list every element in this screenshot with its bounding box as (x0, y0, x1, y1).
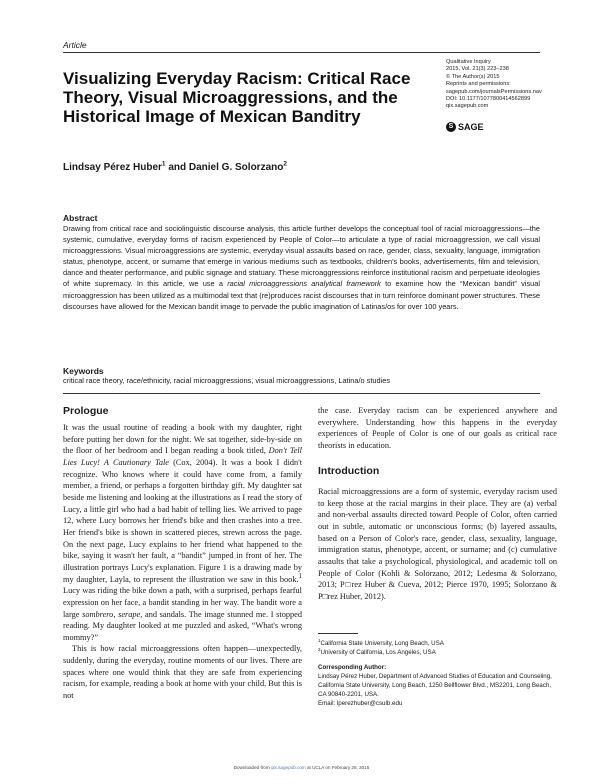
keywords-list: critical race theory, race/ethnicity, racial microaggressions, visual microaggressions, Latina/o studies (63, 376, 391, 385)
author-connector: and (165, 162, 189, 173)
prologue-paragraph: It was the usual routine of reading a book with my daughter, right before putting her down for the night. We sat together, side-by-side on the floor of her bedroom and I began reading a book titled, Don't Tell Lies Lucy! A Cautionary Tale (Cox, 2004). It was a book I didn't recognize. Who knows where it could have come from, a family member, a friend, or perhaps a forgotten birthday gift. My daughter sat beside me listening and looking at the illustrations as I read the story of Lucy, a little girl who had a bad habit of telling lies. We arrived to page 12, where Lucy borrows her friend's bike and then crashes into a tree. Her friend's bike is shown in scattered pieces, strewn across the page. On the next page, Lucy explains to her friend what happened to the bike, saying it wasn't her fault, a “bandit” jumped in front of her. The illustration portrays Lucy's explanation. Figure 1 is a drawing made by my daughter, Layla, to represent the illustration we saw in this book.$^1$ Lucy was riding the bike down a path, with a surprised, perhaps fearful expression on her face, a bandit standing in her way. The bandit wore a large sombrero, serape, and sandals. The image stunned me. I stopped reading. My daughter looked at me puzzled and asked, “What's wrong mommy?” (63, 423, 302, 642)
introduction-body: Racial microaggressions are a form of systemic, everyday racism used to keep those at the racial margins in their place. They are (a) verbal and non-verbal assaults directed toward People of Color, often carried out in subtle, automatic or unconscious forms; (b) layered assaults, based on a Person of Color's race, gender, class, sexuality, language, immigration status, phenotype, accent, or surname; and (c) cumulative assaults that take a psychological, physiological, and academic toll on People of Color (Kohli & Solorzano, 2012; Ledesma & Solorzano, 2013; P□rez Huber & Cueva, 2012; Pierce 1970, 1995; Solorzano & P□rez Huber, 2012). (318, 487, 557, 601)
author-name: Daniel G. Solorzano (188, 162, 284, 173)
sage-logo-icon: S (446, 122, 456, 132)
journal-volume: 2015, Vol. 21(3) 223–238 (446, 66, 509, 73)
corresponding-author-heading: Corresponding Author: (318, 664, 387, 671)
download-site-link[interactable]: qix.sagepub.com (270, 765, 306, 770)
affiliation-marker: 1 (161, 160, 166, 168)
abstract-text: to examine how the “Mexican bandit” visual microaggression has been utilized as a multimodal text that (re)produces racist discourses that in turn reinforce dominant power structures. These discourses have allowed for the Mexican bandit image to pervade the public imagination of Latinas/os for over 100 years. (63, 279, 541, 311)
corresponding-author-email[interactable]: Email: lperezhuber@csulb.edu (318, 700, 403, 707)
section-divider (63, 393, 540, 394)
sage-logo-text: SAGE (458, 122, 484, 132)
copyright-line: © The Author(s) 2015 (446, 73, 500, 80)
top-divider (63, 52, 540, 53)
article-title: Visualizing Everyday Racism: Critical Race Theory, Visual Microaggressions, and the Historical Image of Mexican Banditry (63, 69, 411, 126)
abstract-italic-term: racial microaggressions analytical framework (227, 279, 381, 289)
abstract-body (63, 223, 540, 312)
affiliation-marker: 2 (283, 160, 287, 168)
abstract-heading: Abstract (63, 213, 98, 223)
book-title: Don't Tell Lies Lucy! A Cautionary Tale (63, 446, 302, 467)
doi-link[interactable]: DOI: 10.1177/1077800414562899 (446, 96, 531, 103)
journal-name: Qualitative Inquiry (446, 59, 491, 65)
footnotes-block (318, 633, 557, 708)
prologue-paragraph: This is how racial microaggressions often happen—unexpectedly, suddenly, during the everyday, routine moments of our lives. There are spaces where one would think that they are safe from experiencing racism, for example, reading a book at home with your child. But this is not (63, 644, 302, 701)
download-notice: Downloaded from qix.sagepub.com at UCLA on February 28, 2015 (233, 765, 370, 770)
affiliation-1: $^1$California State University, Long Beach, USA (318, 637, 444, 647)
keywords-heading: Keywords (63, 366, 104, 376)
footnote-divider (318, 633, 358, 634)
abstract-text: Drawing from critical race and sociolinguistic discourse analysis, this article further develops the conceptual tool of racial microaggressions—the systemic, cumulative, everyday forms of racism experienced by People of Color—to articulate a type of racial microaggression, we call visual microaggressions. Visual microaggressions are systemic, everyday visual assaults based on race, gender, class, sexuality, language, immigration status, phenotype, accent, or surname that emerge in various mediums such as textbooks, children's books, advertisements, film and television, dance and theater performance, and public signage and statuary. These microaggressions reinforce institutional racism and perpetuate ideologies of white supremacy. In this article, we use a (63, 224, 540, 289)
prologue-continuation: the case. Everyday racism can be experienced anywhere and everywhere. Understanding how this happens in the everyday experiences of People of Color is one of our goals as critical race theorists in education. (318, 406, 557, 450)
italic-term: sombrero, serape (82, 609, 141, 619)
corresponding-author-address: Lindsay Pérez Huber, Department of Advanced Studies of Education and Counseling, California State University, Long Beach, 1250 Bellflower Blvd., MS2201, Long Beach, CA 90840-2201, USA. (318, 673, 552, 698)
author-name: Lindsay Pérez Huber (63, 162, 162, 173)
article-type-label: Article (63, 40, 87, 50)
introduction-heading: Introduction (318, 465, 380, 477)
journal-url-link[interactable]: qix.sagepub.com (446, 103, 489, 110)
prologue-body (63, 422, 302, 702)
footnote-marker: 1 (298, 572, 302, 580)
journal-info-block (446, 59, 586, 111)
affiliation-2: $^2$University of California, Los Angeles, USA (318, 646, 436, 656)
reprints-link[interactable]: sagepub.com/journalsPermissions.nav (446, 88, 542, 95)
author-line (63, 162, 287, 173)
sage-logo (446, 122, 484, 132)
prologue-heading: Prologue (63, 405, 109, 417)
reprints-label: Reprints and permissions: (446, 81, 511, 88)
